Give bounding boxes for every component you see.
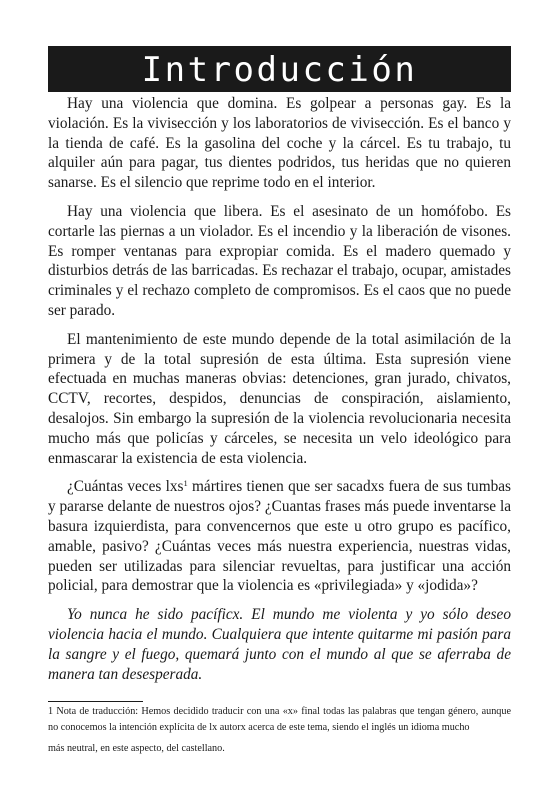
paragraph-3: El mantenimiento de este mundo depende de la total asimilación de la primera y de la total supresión de esta última. Esta supresión viene efectuada en muchas maneras obvias: detenciones, gran jurado, chivatos, CCTV, recortes, despidos, denuncias de conspiración, aislamiento, desalojos. Sin embargo la supresión de la violencia revolucionaria necesita mucho más que policías y cárceles, se necesita un velo ideológico para enmascarar la existencia de esta violencia.	[48, 330, 511, 467]
chapter-title-banner	[48, 46, 511, 92]
chapter-title: Introducción	[141, 50, 418, 90]
footnote-reference: 1	[183, 478, 188, 489]
footnote-text-last-line: más neutral, en este aspecto, del castellano.	[48, 743, 225, 754]
footnote-divider	[48, 701, 143, 702]
footnote-number: 1	[48, 706, 54, 717]
paragraph-4-text-before: ¿Cuántas veces lxs	[67, 478, 184, 496]
footnote-text: Nota de traducción: Hemos decidido traducir con una «x» final todas las palabras que tengan género, aunque no conocemos la intención explícita de lx autorx acerca de este tema, siendo el inglés un idioma mucho	[48, 706, 511, 733]
paragraph-4	[48, 477, 511, 596]
paragraph-1: Hay una violencia que domina. Es golpear a personas gay. Es la violación. Es la vivisección y los laboratorios de vivisección. Es el banco y la tienda de café. Es la gasolina del coche y la cárcel. Es tu trabajo, tu alquiler aún para pagar, tus dientes podridos, tus heridas que no quieren sanarse. Es el silencio que reprime todo en el interior.	[48, 95, 511, 192]
paragraph-4-text-after: mártires tienen que ser sacadxs fuera de sus tumbas y pararse delante de nuestros ojos? ¿Cuantas frases más puede inventarse la basura izquierdista, para convencernos que este u otro grupo es pacífico, amable, pasivo? ¿Cuántas veces más nuestra experiencia, nuestras vidas, pueden ser utilizadas para silenciar revueltas, para justificar una acción policial, para demostrar que la violencia es «privilegiada» y «jodida»?	[48, 478, 511, 595]
chapter-body	[48, 94, 511, 693]
footnote	[48, 704, 511, 757]
paragraph-2: Hay una violencia que libera. Es el asesinato de un homófobo. Es cortarle las piernas a un violador. Es el incendio y la liberación de visones. Es romper ventanas para expropiar comida. Es el madero quemado y disturbios detrás de las barricadas. Es rechazar el trabajo, ocupar, amistades criminales y el rechazo completo de compromisos. Es el caos que no puede ser parado.	[48, 202, 511, 319]
paragraph-5-italic: Yo nunca he sido pacíficx. El mundo me violenta y yo sólo deseo violencia hacia el mundo. Cualquiera que intente quitarme mi pasión para la sangre y el fuego, quemará junto con el mundo al que se aferraba de manera tan desesperada.	[48, 606, 511, 683]
